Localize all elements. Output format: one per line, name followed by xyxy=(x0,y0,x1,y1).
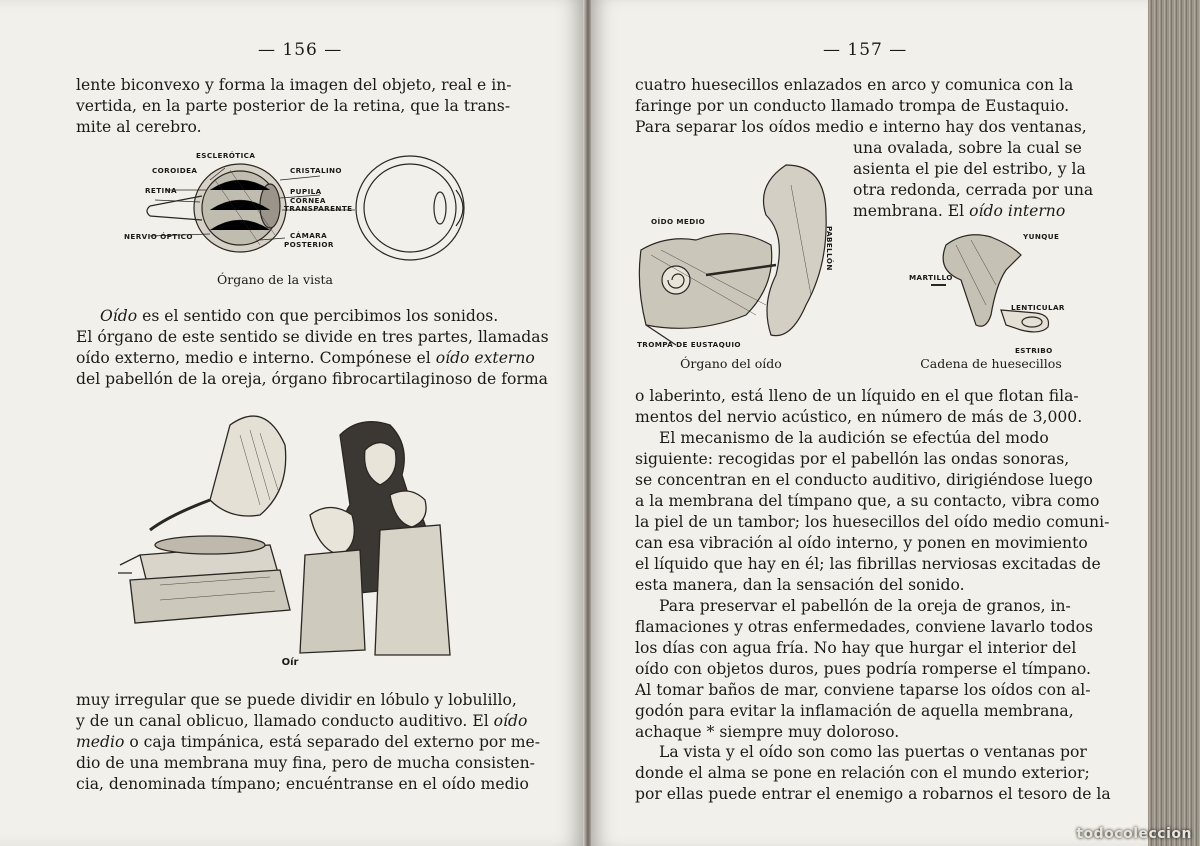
text-line: Para preservar el pabellón de la oreja de granos, in- xyxy=(659,597,1071,615)
text-line: muy irregular que se puede dividir en lóbulo y lobulillo, xyxy=(76,691,517,709)
label-camara: CÁMARA xyxy=(290,231,328,240)
label-cornea: CÓRNEA xyxy=(290,196,326,205)
right-paragraph-5 xyxy=(635,742,1111,805)
text-line: la piel de un tambor; los huesecillos del oído medio comuni- xyxy=(635,513,1110,531)
text-line: El mecanismo de la audición se efectúa del modo xyxy=(659,429,1049,447)
label-oido-medio: OÍDO MEDIO xyxy=(651,217,706,226)
text-line: se concentran en el conducto auditivo, dirigiéndose luego xyxy=(635,471,1093,489)
text-line xyxy=(76,348,535,369)
text-italic: medio xyxy=(76,733,125,751)
text-run: es el sentido con que percibimos los sonidos. xyxy=(137,307,499,325)
text-line: siguiente: recogidas por el pabellón las ondas sonoras, xyxy=(635,450,1070,468)
ossicles-caption: Cadena de huesecillos xyxy=(920,356,1062,371)
text-line xyxy=(76,711,528,732)
text-line: cuatro huesecillos enlazados en arco y comunica con la xyxy=(635,76,1074,94)
text-line: dio de una membrana muy fina, pero de mucha consisten- xyxy=(76,754,535,772)
text-line: can esa vibración al oído interno, y ponen en movimiento xyxy=(635,534,1088,552)
label-transparente: TRANSPARENTE xyxy=(284,204,353,213)
text-italic: oído xyxy=(493,712,528,730)
ear-caption: Órgano del oído xyxy=(680,356,782,371)
text-line: faringe por un conducto llamado trompa de Eustaquio. xyxy=(635,97,1070,115)
right-paragraph-3 xyxy=(635,428,1110,596)
right-page xyxy=(591,0,1148,846)
text-line: mentos del nervio acústico, en número de más de 3,000. xyxy=(635,408,1083,426)
right-paragraph-2 xyxy=(635,386,1083,428)
text-run: y de un canal oblicuo, llamado conducto auditivo. El xyxy=(76,712,494,730)
text-line: vertida, en la parte posterior de la retina, que la trans- xyxy=(76,97,511,115)
text-line: una ovalada, sobre la cual se xyxy=(853,139,1082,157)
text-line: oído con objetos duros, pues podría romperse el tímpano. xyxy=(635,660,1092,678)
label-yunque: YUNQUE xyxy=(1023,232,1060,241)
text-line: del pabellón de la oreja, órgano fibrocartilaginoso de forma xyxy=(76,370,548,388)
text-run: membrana. El xyxy=(853,202,970,220)
label-pabellon: PABELLÓN xyxy=(825,226,834,271)
text-line: esta manera, dan la sensación del sonido. xyxy=(635,576,965,594)
text-line: el líquido que hay en él; las fibrillas nerviosas excitadas de xyxy=(635,555,1101,573)
label-cristalino: CRISTALINO xyxy=(290,166,342,175)
right-paragraph-4 xyxy=(635,596,1094,743)
label-martillo: MARTILLO xyxy=(909,273,953,282)
page-number-left: — 156 — xyxy=(258,40,343,60)
text-line: achaque * siempre muy doloroso. xyxy=(635,723,900,741)
label-nervio-optico: NERVIO ÓPTICO xyxy=(124,232,193,241)
label-coroidea: COROIDEA xyxy=(152,166,198,175)
text-line xyxy=(76,732,541,753)
text-line: o laberinto, está lleno de un líquido en el que flotan fila- xyxy=(635,387,1079,405)
text-line: La vista y el oído son como las puertas o ventanas por xyxy=(659,743,1087,761)
page-edges xyxy=(1148,0,1200,846)
text-line: Al tomar baños de mar, conviene taparse los oídos con al- xyxy=(635,681,1091,699)
text-line: por ellas puede entrar el enemigo a robarnos el tesoro de la xyxy=(635,785,1111,803)
label-lenticular: LENTICULAR xyxy=(1011,303,1065,312)
label-posterior: POSTERIOR xyxy=(284,240,334,249)
text-line: asienta el pie del estribo, y la xyxy=(853,160,1086,178)
left-paragraph-1 xyxy=(76,75,513,138)
right-paragraph-1-narrow xyxy=(853,138,1094,222)
left-paragraph-2 xyxy=(76,306,549,390)
text-line: flamaciones y otras enfermedades, conviene lavarlo todos xyxy=(635,618,1094,636)
left-page xyxy=(0,0,585,846)
text-line: a la membrana del tímpano que, a su contacto, vibra como xyxy=(635,492,1100,510)
text-italic: Oído xyxy=(100,307,138,325)
label-retina: RETINA xyxy=(145,186,177,195)
text-line: mite al cerebro. xyxy=(76,118,202,136)
gramophone-illustration xyxy=(90,405,500,655)
label-estribo: ESTRIBO xyxy=(1015,346,1053,355)
gramophone-caption: Oír xyxy=(281,657,299,668)
text-line: lente biconvexo y forma la imagen del objeto, real e in- xyxy=(76,76,512,94)
text-line: los días con agua fría. No hay que hurgar el interior del xyxy=(635,639,1077,657)
right-paragraph-1 xyxy=(635,75,1087,138)
label-esclerotica: ESCLERÓTICA xyxy=(196,151,256,160)
text-line: godón para evitar la inflamación de aquella membrana, xyxy=(635,702,1074,720)
text-line xyxy=(76,306,513,327)
page-number-right: — 157 — xyxy=(823,40,908,60)
eye-caption: Órgano de la vista xyxy=(217,272,333,287)
text-run: o caja timpánica, está separado del externo por me- xyxy=(124,733,541,751)
text-line: otra redonda, cerrada por una xyxy=(853,181,1094,199)
text-run: oído externo, medio e interno. Compónese el xyxy=(76,349,436,367)
text-italic: oído interno xyxy=(969,202,1066,220)
text-line: cia, denominada tímpano; encuéntranse en el oído medio xyxy=(76,775,529,793)
label-pupila: PUPILA xyxy=(290,187,322,196)
ear-diagram xyxy=(636,155,836,350)
left-paragraph-3 xyxy=(76,690,541,795)
label-trompa: TROMPA DE EUSTAQUIO xyxy=(637,340,741,349)
text-line: El órgano de este sentido se divide en tres partes, llamadas xyxy=(76,328,549,346)
watermark: todocoleccion xyxy=(1076,826,1192,842)
ossicles-diagram xyxy=(916,225,1066,350)
text-line xyxy=(853,201,1073,222)
text-line: donde el alma se pone en relación con el mundo exterior; xyxy=(635,764,1090,782)
text-italic: oído externo xyxy=(435,349,535,367)
text-line: Para separar los oídos medio e interno hay dos ventanas, xyxy=(635,118,1087,136)
